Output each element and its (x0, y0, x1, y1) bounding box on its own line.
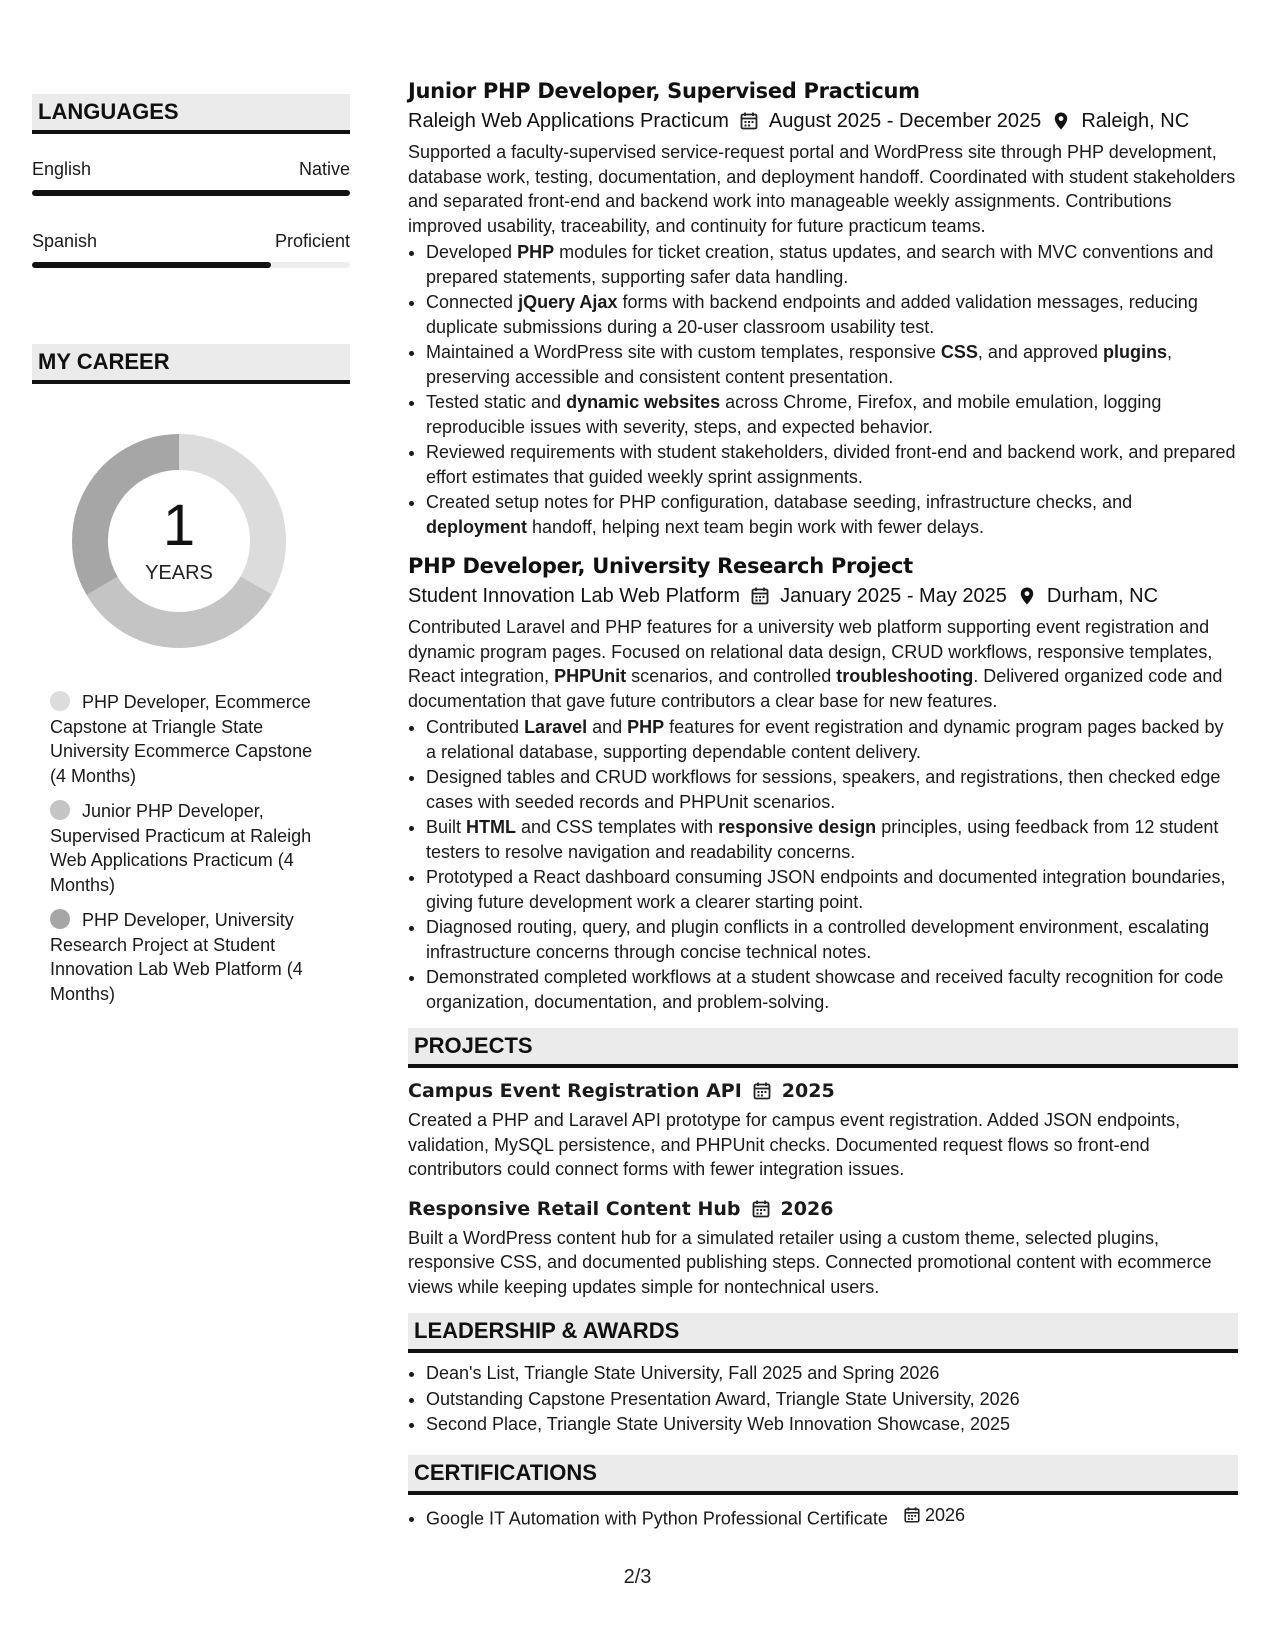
language-level-bar (32, 190, 350, 196)
bullet-item: • Reviewed requirements with student stakeholders, divided front-end and backend work, and prepared effort estimates that guided weekly sprint assignments. (426, 440, 1238, 489)
career-item (50, 690, 330, 788)
map-pin-icon (1051, 111, 1071, 131)
legend-dot (50, 691, 70, 711)
language-name: Spanish (32, 231, 98, 251)
certifications-list (408, 1503, 1238, 1531)
job-summary: Supported a faculty-supervised service-request portal and WordPress site through PHP development, database work, testing, documentation, and deployment handoff. Coordinated with student stakeholders and separated front-end and backend work into manageable weekly assignments. Contributions improved usability, traceability, and continuity for future practicum teams. (408, 142, 1236, 236)
award-item: • Outstanding Capstone Presentation Award, Triangle State University, 2026 (426, 1387, 1238, 1412)
calendar-icon (752, 1081, 772, 1101)
project-entry (408, 1076, 1238, 1182)
career-item (50, 799, 330, 897)
certification-year: 2026 (924, 1504, 965, 1525)
language-name: English (32, 159, 92, 179)
bullet-item: • Demonstrated completed workflows at a student showcase and received faculty recognition for code organization, documentation, and problem-solving. (426, 965, 1238, 1014)
job-title: Junior PHP Developer, Supervised Practicum (408, 79, 920, 103)
language-level: Proficient (274, 231, 350, 251)
job-location: Durham, NC (1046, 585, 1159, 607)
map-pin-icon (1017, 586, 1037, 606)
certifications-heading: CERTIFICATIONS (408, 1455, 1238, 1495)
certification-name: Google IT Automation with Python Professional Certificate (426, 1507, 888, 1528)
job-entry (408, 551, 1238, 1014)
bullet-item: • Built HTML and CSS templates with responsive design principles, using feedback from 12 student testers to resolve navigation and readability concerns. (426, 815, 1238, 864)
language-level: Native (298, 159, 350, 179)
career-heading: MY CAREER (32, 344, 350, 384)
bullet-item: • Prototyped a React dashboard consuming JSON endpoints and documented integration boundaries, giving future development work a clearer starting point. (426, 865, 1238, 914)
job-summary: Contributed Laravel and PHP features for a university web platform supporting event registration and dynamic program pages. Focused on relational data design, CRUD workflows, responsive templates, React integration, PHPUnit scenarios, and controlled troubleshooting. Delivered organized code and documentation that gave future contributors a clear base for new features. (408, 617, 1223, 711)
language-level-bar (32, 262, 350, 268)
job-org: Student Innovation Lab Web Platform (408, 585, 741, 607)
bullet-item: • Maintained a WordPress site with custom templates, responsive CSS, and approved plugins, preserving accessible and consistent content presentation. (426, 340, 1238, 389)
donut-segment-2 (102, 585, 256, 630)
project-name: Campus Event Registration API (408, 1080, 742, 1102)
keyword: Laravel (524, 717, 588, 737)
language-level-fill (32, 190, 350, 196)
language-english (32, 158, 350, 196)
bullet-item: • Designed tables and CRUD workflows for sessions, speakers, and registrations, then checked edge cases with seeded records and PHPUnit scenarios. (426, 765, 1238, 814)
projects-heading: PROJECTS (408, 1028, 1238, 1068)
job-meta (408, 581, 1238, 611)
project-year: 2026 (780, 1197, 834, 1220)
keyword: responsive design (718, 817, 877, 837)
sidebar (32, 94, 350, 1017)
career-item-text: PHP Developer, University Research Project at Student Innovation Lab Web Platform (4 Months) (50, 910, 303, 1004)
page-number: 2/3 (623, 1566, 652, 1588)
bullet-item: • Developed PHP modules for ticket creation, status updates, and search with MVC conventions and prepared statements, supporting safer data handling. (426, 240, 1238, 289)
career-list (50, 690, 330, 1006)
bullet-item: • Contributed Laravel and PHP features for event registration and dynamic program pages backed by a relational database, supporting dependable content delivery. (426, 715, 1238, 764)
calendar-icon (739, 111, 759, 131)
keyword: troubleshooting (836, 666, 974, 686)
calendar-icon (903, 1506, 921, 1524)
job-org: Raleigh Web Applications Practicum (408, 110, 729, 132)
career-years-label: YEARS (145, 562, 213, 584)
job-bullets (408, 715, 1238, 1014)
job-title: PHP Developer, University Research Project (408, 554, 913, 578)
certification-item (426, 1503, 1238, 1531)
legend-dot (50, 909, 70, 929)
language-spanish (32, 230, 350, 268)
bullet-item: • Created setup notes for PHP configuration, database seeding, infrastructure checks, and deployment handoff, helping next team begin work with fewer delays. (426, 490, 1238, 539)
keyword: dynamic websites (566, 392, 721, 412)
keyword: PHP (627, 717, 665, 737)
project-year: 2025 (781, 1080, 835, 1102)
keyword: HTML (466, 817, 517, 837)
project-entry (408, 1194, 1238, 1300)
career-item (50, 908, 330, 1006)
calendar-icon (751, 1199, 771, 1219)
bullet-item: • Tested static and dynamic websites across Chrome, Firefox, and mobile emulation, logging reproducible issues with severity, steps, and expected behavior. (426, 390, 1238, 439)
job-dates: January 2025 - May 2025 (780, 585, 1007, 607)
keyword: PHPUnit (554, 666, 627, 686)
awards-list (408, 1361, 1238, 1437)
language-level-fill (32, 262, 271, 268)
job-entry (408, 76, 1238, 539)
main-content (408, 76, 1238, 1531)
project-name: Responsive Retail Content Hub (408, 1197, 741, 1220)
calendar-icon (750, 586, 770, 606)
keyword: jQuery Ajax (518, 292, 618, 312)
job-dates: August 2025 - December 2025 (768, 110, 1042, 132)
job-meta (408, 106, 1238, 136)
languages-heading: LANGUAGES (32, 94, 350, 134)
legend-dot (50, 800, 70, 820)
career-item-text: PHP Developer, Ecommerce Capstone at Triangle State University Ecommerce Capstone (4 Months) (50, 692, 313, 786)
leadership-heading: LEADERSHIP & AWARDS (408, 1313, 1238, 1353)
award-item: • Second Place, Triangle State University Web Innovation Showcase, 2025 (426, 1412, 1238, 1437)
career-donut-chart (64, 426, 294, 656)
project-description: Built a WordPress content hub for a simulated retailer using a custom theme, selected plugins, responsive CSS, and documented publishing steps. Connected promotional content with ecommerce views while keeping updates simple for nontechnical users. (408, 1227, 1212, 1297)
award-item: • Dean's List, Triangle State University, Fall 2025 and Spring 2026 (426, 1361, 1238, 1386)
keyword: deployment (426, 516, 528, 537)
keyword: PHP (517, 242, 555, 262)
keyword: CSS (940, 342, 978, 362)
keyword: plugins (1103, 342, 1168, 362)
career-item-text: Junior PHP Developer, Supervised Practicum at Raleigh Web Applications Practicum (4 Months) (50, 801, 312, 895)
bullet-item: • Connected jQuery Ajax forms with backend endpoints and added validation messages, reducing duplicate submissions during a 20-user classroom usability test. (426, 290, 1238, 339)
project-description: Created a PHP and Laravel API prototype for campus event registration. Added JSON endpoints, validation, MySQL persistence, and PHPUnit checks. Documented request flows so front-end contributors could connect forms with fewer integration issues. (408, 1110, 1181, 1179)
job-bullets (408, 240, 1238, 539)
bullet-item: • Diagnosed routing, query, and plugin conflicts in a controlled development environment, escalating infrastructure concerns through concise technical notes. (426, 915, 1238, 964)
job-location: Raleigh, NC (1081, 110, 1190, 132)
career-years-number: 1 (162, 493, 196, 558)
